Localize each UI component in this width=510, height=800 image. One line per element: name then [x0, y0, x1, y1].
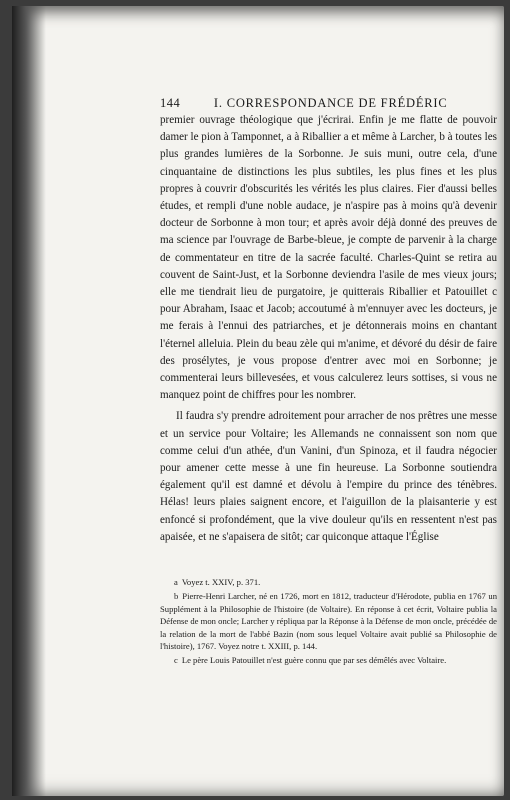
- running-header: [160, 96, 500, 111]
- book-spine-shadow: [12, 6, 46, 796]
- footnote-text: Voyez t. XXIV, p. 371.: [181, 577, 261, 587]
- book-page: [12, 6, 504, 796]
- footnote-text: Le père Louis Patouillet n'est guère connu que par ses démêlés avec Voltaire.: [181, 655, 447, 666]
- footnote-c: [160, 654, 497, 666]
- footnote-a: [160, 576, 497, 588]
- footnote-marker: b: [174, 591, 179, 602]
- footnote-b: [160, 590, 497, 652]
- paragraph-2: Il faudra s'y prendre adroitement pour arracher de nos prêtres une messe et un service pour Voltaire; les Allemands ne connaissent son nom que comme celui d'un athée, d'un Vanini, d'un Spinoza, et il faudra négocier pour amener cette messe à une fin heureuse. La Sorbonne soutiendra également qu'il est damné et dévolu à l'empire du prince des ténèbres. Hélas! leurs plaies saignent encore, et l'aiguillon de la plaisanterie y est enfoncé si profondément, que la vive douleur qu'ils en ressentent n'est pas apaisée, et ne s'apaisera de sitôt; car quiconque attaque l'Église: [160, 410, 497, 543]
- footnote-text: Pierre-Henri Larcher, né en 1726, mort en 1812, traducteur d'Hérodote, publia en 1767 un Supplément à la Philosophie de l'histoire (de Voltaire). En réponse à cet écrit, Voltaire publia la Défense de mon oncle; Larcher y répliqua par la Réponse à la Défense de mon oncle, précédée de la relation de la mort de l'abbé Bazin (nom sous lequel Voltaire avait publié sa Philosophie de l'histoire), 1767. Voyez notre t. XXIII, p. 144.: [160, 591, 497, 652]
- footnote-marker: a: [174, 577, 178, 587]
- running-title: I. CORRESPONDANCE DE FRÉDÉRIC: [213, 96, 448, 110]
- footnotes: [160, 576, 497, 669]
- footnote-marker: c: [174, 655, 178, 666]
- page-number: 144: [160, 96, 181, 110]
- paragraph-1: premier ouvrage théologique que j'écrirai. Enfin je me flatte de pouvoir damer le pion à Tamponnet, a à Riballier a et même à Larcher, b à toutes les plus grandes lumières de la Sorbonne. Je suis muni, outre cela, d'une cinquantaine de distinctions les plus subtiles, les plus fines et les plus propres à couvrir d'obscurités les vérités les plus claires. Fier d'aussi belles études, et rempli d'une noble audace, je n'aspire pas à moins qu'à devenir docteur de Sorbonne à mon tour; et après avoir déjà donné des preuves de ma science par l'ouvrage de Barbe-bleue, je compte de parvenir à la charge de commentateur en titre de la sacrée faculté. Charles-Quint se retira au couvent de Saint-Just, et la Sorbonne deviendra l'asile de mes vieux jours; elle me tiendrait lieu de purgatoire, je quitterais Riballier et Patouillet c pour Abraham, Isaac et Jacob; accoutumé à m'ennuyer avec les docteurs, je me ferais à l'ennui des patriarches, et je détonnerais moins en chantant l'éternel alleluia. Plein du beau zèle qui m'anime, et dévoré du désir de faire des prosélytes, je vous propose d'entrer avec moi en Sorbonne; je commenterai leurs billevesées, et vous calculerez leurs sottises, si vous ne manquez point de chiffres pour les nombrer.: [160, 114, 497, 402]
- main-text: [160, 112, 497, 546]
